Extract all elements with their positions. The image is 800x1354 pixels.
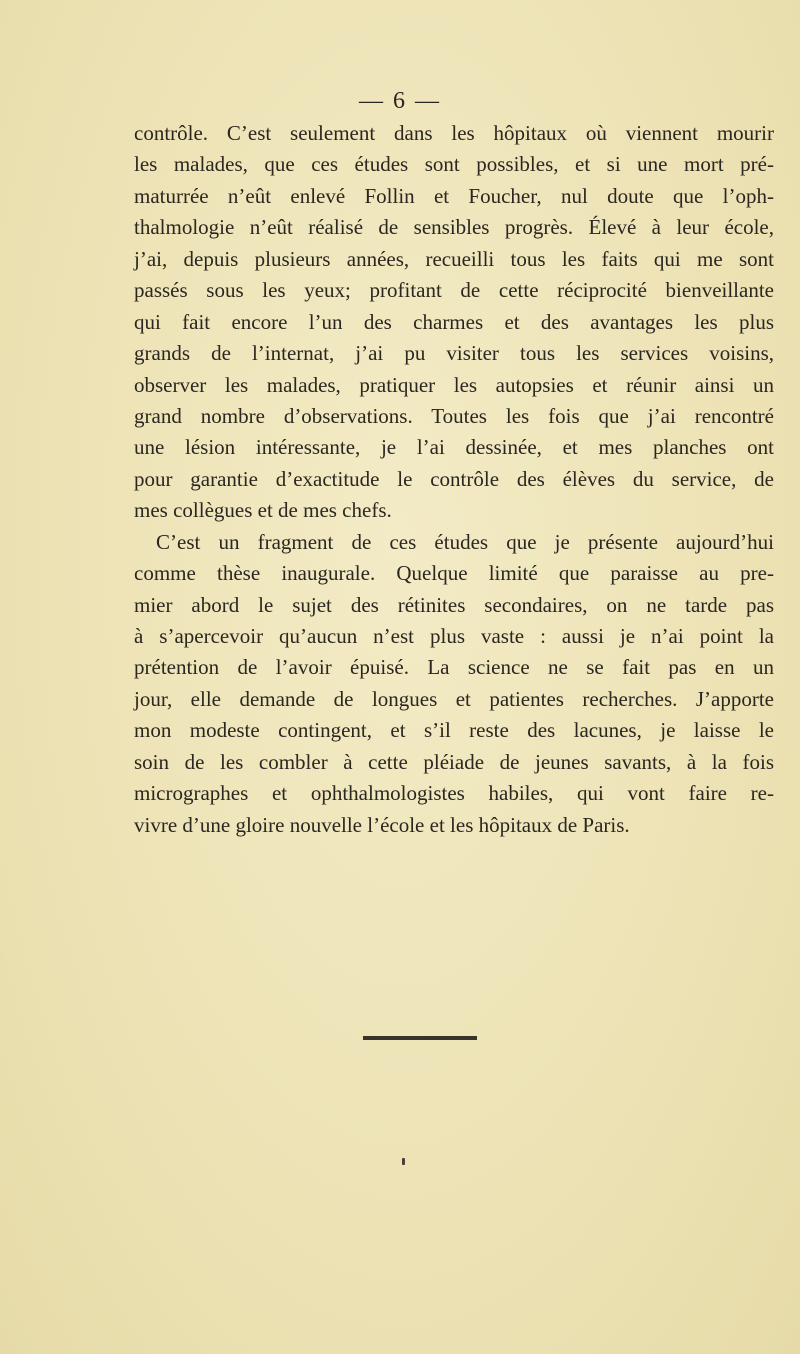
text-line: prétention de l’avoir épuisé. La science ne se fait pas en un [134,655,774,680]
body-text [134,118,774,841]
paragraph-1 [134,118,774,527]
text-line: observer les malades, pratiquer les autopsies et réunir ainsi un [134,372,774,397]
text-line: contrôle. C’est seulement dans les hôpitaux où viennent mourir [134,121,774,145]
text-line: grand nombre d’observations. Toutes les fois que j’ai rencontré [134,403,774,428]
text-line: mes collègues et de mes chefs. [134,498,392,523]
text-line: mon modeste contingent, et s’il reste des lacunes, je laisse le [134,718,774,743]
text-line: pour garantie d’exactitude le contrôle des élèves du service, de [134,466,774,491]
text-line: les malades, que ces études sont possibles, et si une mort pré- [134,152,774,177]
text-line: thalmologie n’eût réalisé de sensibles progrès. Élevé à leur école, [134,215,774,240]
text-line: soin de les combler à cette pléiade de jeunes savants, à la fois [134,749,774,774]
text-line: comme thèse inaugurale. Quelque limité que paraisse au pre- [134,561,774,586]
text-line: à s’apercevoir qu’aucun n’est plus vaste : aussi je n’ai point la [134,624,774,648]
ink-speck [402,1158,405,1165]
text-line: jour, elle demande de longues et patientes recherches. J’apporte [134,686,774,711]
text-line: C’est un fragment de ces études que je présente aujourd’hui [156,529,774,554]
text-line: qui fait encore l’un des charmes et des avantages les plus [134,309,774,334]
page-number: — 6 — [359,88,441,114]
text-line: maturrée n’eût enlevé Follin et Foucher, nul doute que l’oph- [134,183,774,208]
text-line: j’ai, depuis plusieurs années, recueilli tous les faits qui me sont [134,246,774,271]
section-divider-rule [363,1036,477,1040]
text-line: passés sous les yeux; profitant de cette réciprocité bienveillante [134,278,774,303]
text-line: mier abord le sujet des rétinites secondaires, on ne tarde pas [134,592,774,617]
text-line: vivre d’une gloire nouvelle l’école et les hôpitaux de Paris. [134,812,630,837]
text-line: micrographes et ophthalmologistes habiles, qui vont faire re- [134,781,774,806]
paragraph-2 [134,527,774,841]
text-line: grands de l’internat, j’ai pu visiter tous les services voisins, [134,341,774,366]
text-line: une lésion intéressante, je l’ai dessinée, et mes planches ont [134,435,774,460]
